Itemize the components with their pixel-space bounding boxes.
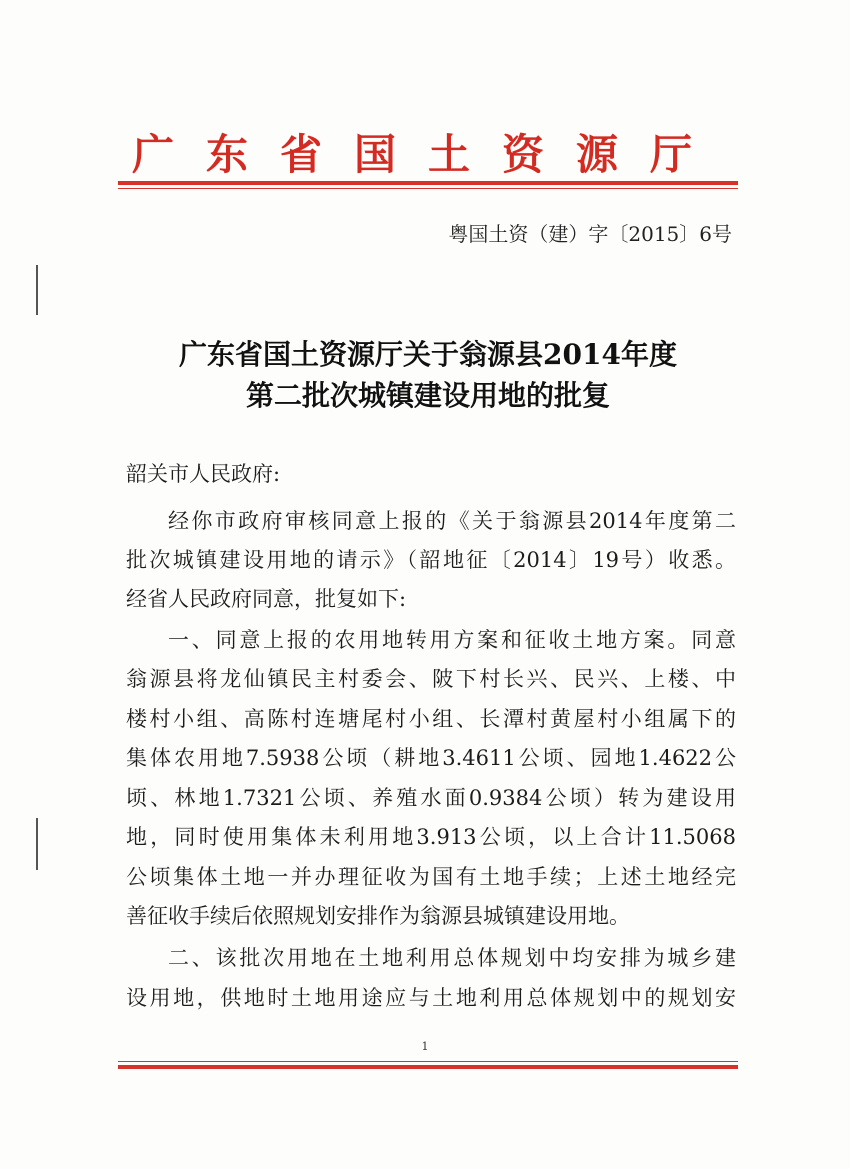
body-line: 二、该批次用地在土地利用总体规划中均安排为城乡建 bbox=[168, 946, 736, 970]
footer-red-rule bbox=[118, 1065, 738, 1069]
body-line: 设用地，供地时土地用途应与土地利用总体规划中的规划安 bbox=[126, 986, 736, 1010]
header-red-rule bbox=[118, 181, 738, 185]
body-line: 公顷集体土地一并办理征收为国有土地手续；上述土地经完 bbox=[126, 865, 736, 889]
addressee: 韶关市人民政府: bbox=[126, 462, 281, 486]
page-number: 1 bbox=[421, 1040, 429, 1053]
document-number: 粤国土资（建）字〔2015〕6号 bbox=[448, 222, 732, 246]
binding-mark-top bbox=[36, 265, 38, 315]
body-line: 善征收手续后依照规划安排作为翁源县城镇建设用地。 bbox=[126, 904, 630, 928]
document-title-line-2: 第二批次城镇建设用地的批复 bbox=[245, 379, 610, 412]
body-line: 一、同意上报的农用地转用方案和征收土地方案。同意 bbox=[168, 628, 736, 652]
body-line: 批次城镇建设用地的请示》（韶地征〔2014〕19号）收悉。 bbox=[126, 548, 736, 572]
body-line: 翁源县将龙仙镇民主村委会、陂下村长兴、民兴、上楼、中 bbox=[126, 667, 736, 691]
body-line: 经你市政府审核同意上报的《关于翁源县2014年度第二 bbox=[168, 509, 736, 533]
footer-red-rule-thin bbox=[118, 1061, 738, 1062]
body-line: 顷、林地1.7321公顷、养殖水面0.9384公顷）转为建设用 bbox=[126, 786, 736, 810]
body-line: 集体农用地7.5938公顷（耕地3.4611公顷、园地1.4622公 bbox=[126, 746, 736, 770]
binding-mark-bottom bbox=[36, 818, 38, 870]
body-line: 地，同时使用集体未利用地3.913公顷，以上合计11.5068 bbox=[126, 825, 736, 849]
header-red-rule-thin bbox=[118, 188, 738, 189]
document-title-line-1: 广东省国土资源厅关于翁源县2014年度 bbox=[179, 338, 677, 371]
agency-header: 广东省国土资源厅 bbox=[131, 130, 724, 179]
body-line: 楼村小组、高陈村连塘尾村小组、长潭村黄屋村小组属下的 bbox=[126, 707, 736, 731]
body-line: 经省人民政府同意，批复如下: bbox=[126, 587, 407, 611]
